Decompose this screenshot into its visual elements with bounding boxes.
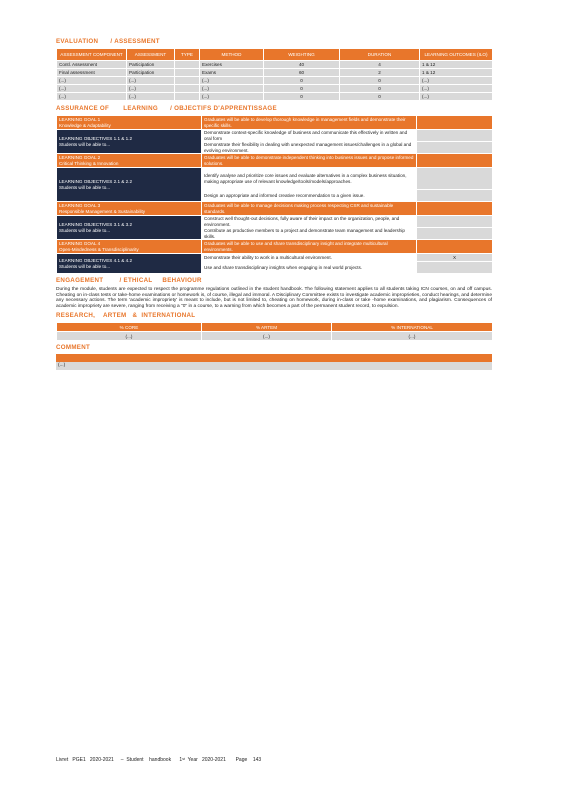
objective-sublabel: Students will be able to...: [59, 141, 111, 147]
objective-sublabel: Students will be able to...: [59, 263, 111, 269]
col-assessment-component: ASSESSMENT COMPONENT: [57, 49, 127, 61]
goal-mark-cell: [417, 202, 493, 216]
cell: (...): [127, 93, 175, 101]
goal-label: LEARNING GOAL 3: [59, 203, 101, 209]
cell: (...): [420, 85, 493, 93]
goal-sublabel: Responsible Management & Sustainability: [59, 208, 146, 214]
table-row: [57, 93, 493, 101]
cell: Exercises: [200, 61, 264, 69]
comment-value: (...): [56, 362, 492, 370]
goal-text: Graduates will be able to manage decisions making process respecting CSR and sustainable standards.: [202, 202, 417, 216]
cell: Contl. Assessment: [57, 61, 127, 69]
page-footer: Livret PGE1 2020-2021 – Student handbook 1ˢᵗ Year 2020-2021 Page 143: [56, 757, 262, 763]
table-row: [57, 85, 493, 93]
table-row: [57, 61, 493, 69]
research-header-row: [57, 323, 493, 332]
goal-mark-cell: [417, 154, 493, 168]
research-values-row: [57, 332, 493, 341]
cell: Exams: [200, 69, 264, 77]
objective-line: Demonstrate their flexibility in dealing with unexpected management issues/challenges in a global and evolving environment.: [202, 142, 417, 154]
goal-sublabel: Critical Thinking & Innovation: [59, 160, 119, 166]
cell: (...): [200, 77, 264, 85]
cell: Participation: [127, 61, 175, 69]
research-table: [56, 322, 493, 341]
comment-header-bar: [56, 354, 492, 362]
objective-label: LEARNING OBJECTIVES 2.1 & 2.2: [59, 179, 133, 185]
evaluation-title: EVALUATION / ASSESSMENT: [56, 38, 160, 45]
goal-mark-cell: [417, 116, 493, 130]
cell: [175, 61, 200, 69]
objective-line: Construct well thought-out decisions, fully aware of their impact on the organization, people, and environment.: [202, 216, 417, 228]
evaluation-header-row: [57, 49, 493, 61]
learning-objective-row: [57, 130, 493, 142]
assurance-table: [56, 115, 493, 274]
col-type: TYPE: [175, 49, 200, 61]
col-learning-outcomes: LEARNING OUTCOMES (ILO): [420, 49, 493, 61]
objective-line: Design an appropriate and informed creative recommendation to a given issue.: [202, 190, 417, 202]
col-assessment: ASSESSMENT: [127, 49, 175, 61]
goal-mark-cell: [417, 240, 493, 254]
cell: (...): [127, 77, 175, 85]
comment-title: COMMENT: [56, 344, 91, 352]
goal-sublabel: Knowledge & Adaptability: [59, 122, 111, 128]
cell: 4: [340, 61, 420, 69]
objective-mark: [417, 216, 493, 228]
research-title: RESEARCH, ARTEM & INTERNATIONAL: [56, 312, 196, 320]
learning-goal-row: [57, 116, 493, 130]
cell: (...): [200, 85, 264, 93]
cell: 0: [264, 77, 340, 85]
objective-mark: [417, 130, 493, 142]
learning-goal-row: [57, 154, 493, 168]
col-artem: % ARTEM: [202, 323, 332, 332]
cell: Participation: [127, 69, 175, 77]
objective-label: LEARNING OBJECTIVES 3.1 & 3.2: [59, 222, 133, 228]
objective-sublabel: Students will be able to...: [59, 227, 111, 233]
objective-line: Identify analyse and prioritize core issues and evaluate alternatives in a complex business situation, making appropriate use of relevant knowledge/tools/models/approaches.: [202, 168, 417, 190]
cell: Final assessment: [57, 69, 127, 77]
assurance-title: ASSURANCE OF LEARNING / OBJECTIFS D'APPRENTISSAGE: [56, 105, 277, 112]
cell: 60: [264, 69, 340, 77]
learning-objective-row: [57, 168, 493, 190]
cell: [175, 93, 200, 101]
cell: (...): [127, 85, 175, 93]
goal-label: LEARNING GOAL 4: [59, 241, 101, 247]
col-weighting: WEIGHTING: [264, 49, 340, 61]
cell: 2: [340, 69, 420, 77]
cell: 0: [264, 93, 340, 101]
cell: (...): [200, 93, 264, 101]
goal-text: Graduates will be able to use and share transdisciplinary insight and integrate multicultural environments.: [202, 240, 417, 254]
objective-line: Demonstrate context-specific knowledge of business and communicate this effectively in written and oral form: [202, 130, 417, 142]
objective-sublabel: Students will be able to...: [59, 184, 111, 190]
cell: (...): [420, 77, 493, 85]
cell: (...): [57, 85, 127, 93]
cell: (...): [57, 93, 127, 101]
goal-text: Graduates will be able to develop thorough knowledge in management fields and demonstrate their specific skills.: [202, 116, 417, 130]
page: [56, 38, 492, 370]
cell: 0: [264, 85, 340, 93]
objective-mark: [417, 168, 493, 190]
objective-label: LEARNING OBJECTIVES 1.1 & 1.2: [59, 136, 133, 142]
objective-line: Demonstrate their ability to work in a multicultural environment.: [202, 254, 417, 262]
col-core: % CORE: [57, 323, 202, 332]
objective-line: Contribute as productive members to a project and demonstrate team management and leadership skills.: [202, 228, 417, 240]
objective-mark-cell: [417, 228, 493, 240]
col-international: % INTERNATIONAL: [332, 323, 493, 332]
learning-goal-row: [57, 240, 493, 254]
table-row: [57, 77, 493, 85]
cell: 1 & 12: [420, 61, 493, 69]
goal-text: Graduates will be able to demonstrate independent thinking into business issues and propose informed solutions.: [202, 154, 417, 168]
objective-mark-cell: [417, 142, 493, 154]
cell: 0: [340, 85, 420, 93]
learning-goal-row: [57, 202, 493, 216]
goal-sublabel: Open-Mindedness & Transdisciplinarity: [59, 246, 139, 252]
objective-label: LEARNING OBJECTIVES 4.1 & 4.2: [59, 258, 133, 264]
cell: (...): [57, 77, 127, 85]
engagement-text: During the module, students are expected to respect the programme regulations outlined in the student handbook. The following statement applies to all students taking ICN courses, on and off campus. Cheating on in-class tests or take-home examinations or homework is, of course, illegal and immoral. A Disciplinary Committee exists to investigate academic improprieties, conduct hearings, and determine any necessary actions. The term 'academic impropriety' is meant to include, but is not limited to, cheating on homework, during in-class or take -home examinations, and plagiarism. Consequences of academic impropriety are severe, ranging from receiving a "0" in a course, to a warning from which becomes a part of the permanent student record, to expulsion.: [56, 287, 492, 309]
objective-line: Use and share transdisciplinary insights when engaging in real world projects.: [202, 262, 417, 274]
cell: 0: [340, 93, 420, 101]
col-method: METHOD: [200, 49, 264, 61]
cell: 0: [340, 77, 420, 85]
objective-mark: X: [417, 254, 493, 262]
artem-value: (...): [202, 332, 332, 341]
table-row: [57, 69, 493, 77]
cell: [175, 85, 200, 93]
evaluation-table: [56, 48, 493, 101]
learning-objective-row: [57, 216, 493, 228]
cell: [175, 69, 200, 77]
col-duration: DURATION: [340, 49, 420, 61]
objective-mark-cell: [417, 190, 493, 202]
engagement-title: ENGAGEMENT / ETHICAL BEHAVIOUR: [56, 277, 202, 284]
cell: (...): [420, 93, 493, 101]
core-value: (...): [57, 332, 202, 341]
cell: 1 & 12: [420, 69, 493, 77]
cell: [175, 77, 200, 85]
objective-mark-cell: [417, 262, 493, 274]
international-value: (...): [332, 332, 493, 341]
goal-label: LEARNING GOAL 1: [59, 117, 101, 123]
cell: 40: [264, 61, 340, 69]
learning-objective-row: [57, 254, 493, 262]
goal-label: LEARNING GOAL 2: [59, 155, 101, 161]
